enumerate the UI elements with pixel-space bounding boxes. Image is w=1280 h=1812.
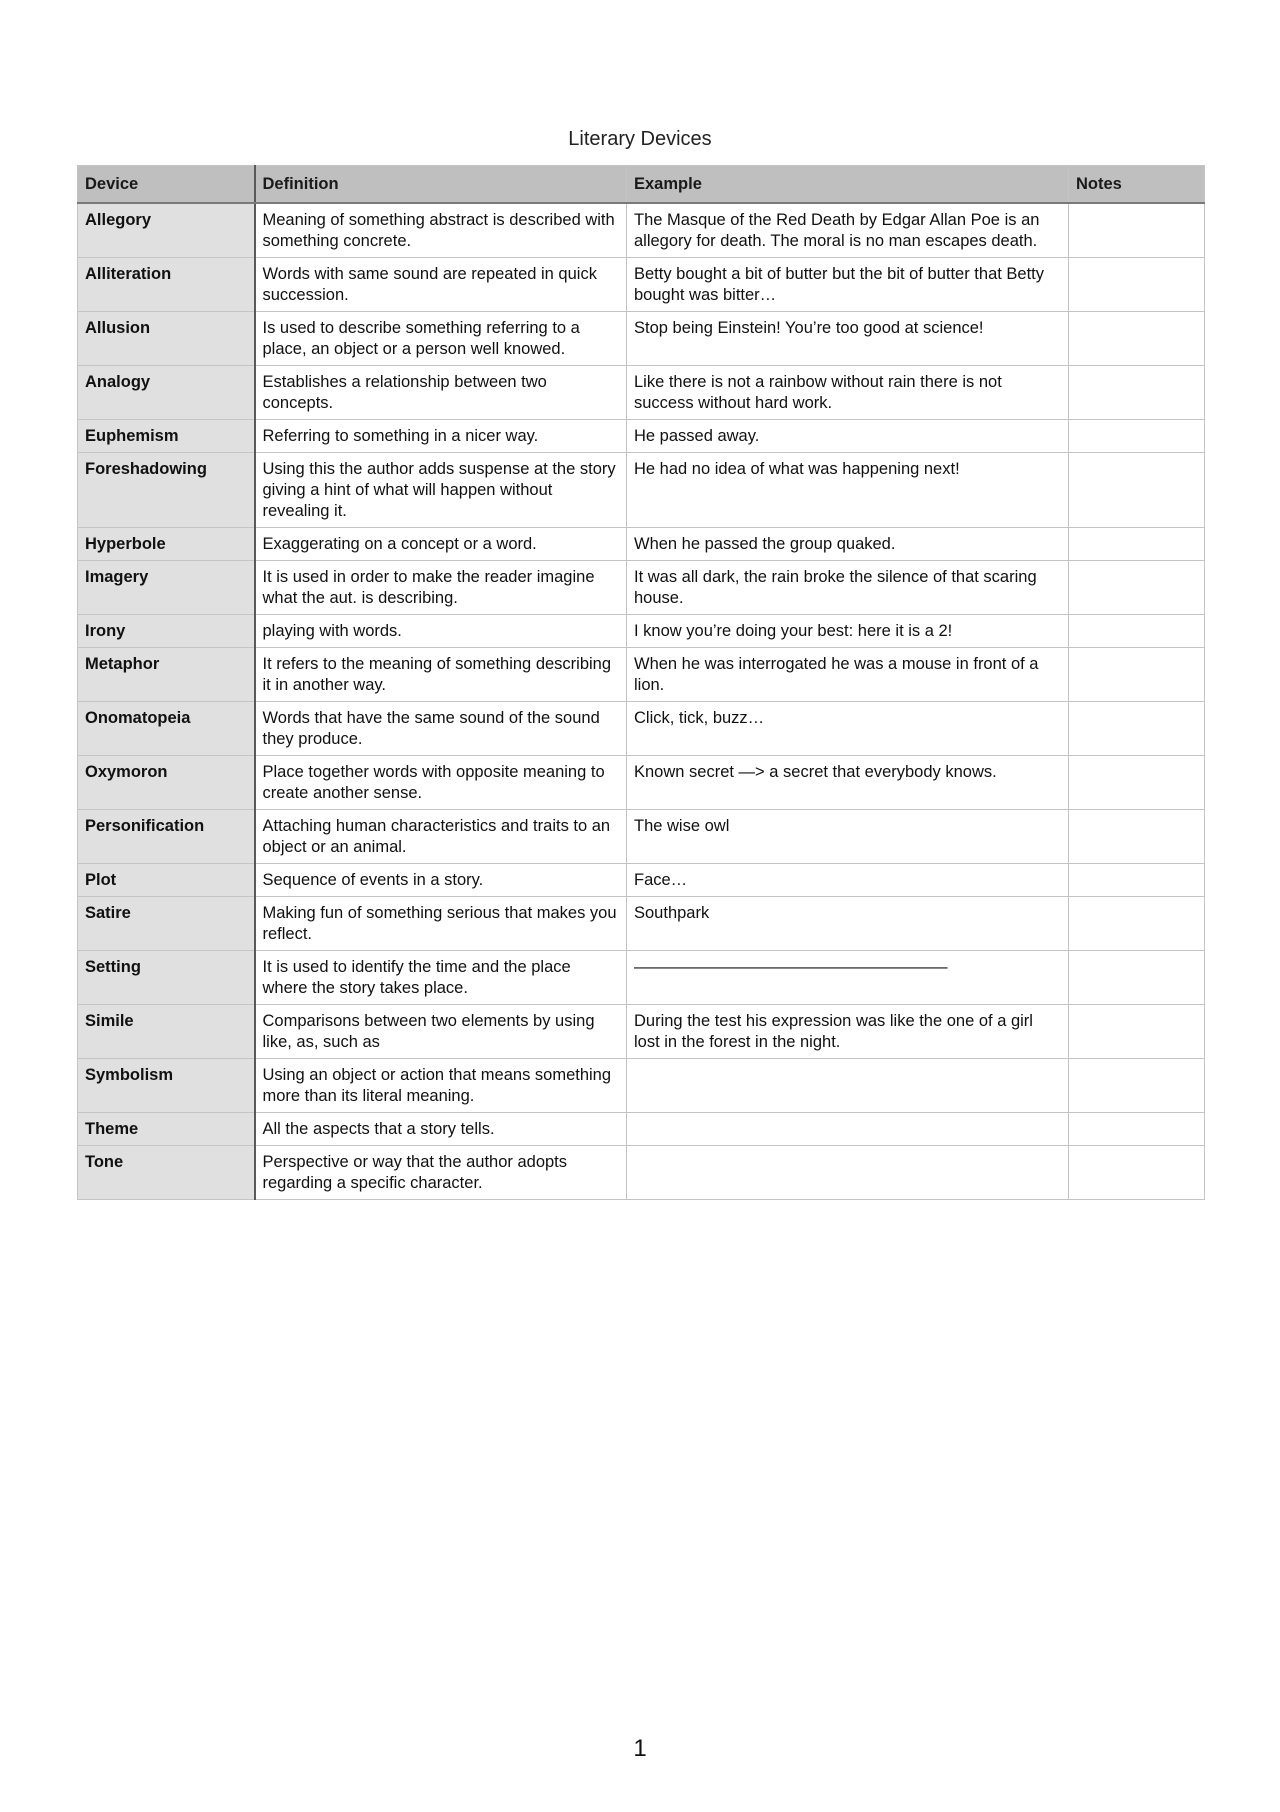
table-row bbox=[78, 864, 1205, 897]
definition-cell: It refers to the meaning of something describing it in another way. bbox=[255, 648, 627, 702]
example-cell: He had no idea of what was happening next! bbox=[627, 453, 1069, 528]
example-cell: Known secret —> a secret that everybody knows. bbox=[627, 756, 1069, 810]
header-device: Device bbox=[78, 166, 255, 204]
example-cell: Stop being Einstein! You’re too good at science! bbox=[627, 312, 1069, 366]
example-cell bbox=[627, 1146, 1069, 1200]
table-row bbox=[78, 528, 1205, 561]
notes-cell bbox=[1069, 756, 1205, 810]
table-row bbox=[78, 1059, 1205, 1113]
example-cell: When he passed the group quaked. bbox=[627, 528, 1069, 561]
device-cell: Satire bbox=[78, 897, 255, 951]
example-cell: He passed away. bbox=[627, 420, 1069, 453]
definition-cell: Is used to describe something referring to a place, an object or a person well knowed. bbox=[255, 312, 627, 366]
notes-cell bbox=[1069, 1113, 1205, 1146]
notes-cell bbox=[1069, 1146, 1205, 1200]
device-cell: Irony bbox=[78, 615, 255, 648]
table-row bbox=[78, 420, 1205, 453]
example-cell: When he was interrogated he was a mouse in front of a lion. bbox=[627, 648, 1069, 702]
device-cell: Oxymoron bbox=[78, 756, 255, 810]
table-row bbox=[78, 615, 1205, 648]
table-body bbox=[78, 203, 1205, 1200]
example-cell: Like there is not a rainbow without rain there is not success without hard work. bbox=[627, 366, 1069, 420]
notes-cell bbox=[1069, 561, 1205, 615]
example-cell: Click, tick, buzz… bbox=[627, 702, 1069, 756]
table-row bbox=[78, 897, 1205, 951]
notes-cell bbox=[1069, 258, 1205, 312]
table-row bbox=[78, 366, 1205, 420]
notes-cell bbox=[1069, 420, 1205, 453]
device-cell: Onomatopeia bbox=[78, 702, 255, 756]
example-cell: Southpark bbox=[627, 897, 1069, 951]
document-title: Literary Devices bbox=[568, 128, 712, 150]
notes-cell bbox=[1069, 897, 1205, 951]
device-cell: Tone bbox=[78, 1146, 255, 1200]
definition-cell: Establishes a relationship between two concepts. bbox=[255, 366, 627, 420]
device-cell: Alliteration bbox=[78, 258, 255, 312]
table-row bbox=[78, 702, 1205, 756]
example-cell: Betty bought a bit of butter but the bit of butter that Betty bought was bitter… bbox=[627, 258, 1069, 312]
table-row bbox=[78, 312, 1205, 366]
header-example: Example bbox=[627, 166, 1069, 204]
device-cell: Personification bbox=[78, 810, 255, 864]
table-row bbox=[78, 648, 1205, 702]
notes-cell bbox=[1069, 1059, 1205, 1113]
notes-cell bbox=[1069, 453, 1205, 528]
header-row bbox=[78, 166, 1205, 204]
definition-cell: Using this the author adds suspense at the story giving a hint of what will happen without revealing it. bbox=[255, 453, 627, 528]
device-cell: Setting bbox=[78, 951, 255, 1005]
device-cell: Analogy bbox=[78, 366, 255, 420]
table-row bbox=[78, 951, 1205, 1005]
definition-cell: All the aspects that a story tells. bbox=[255, 1113, 627, 1146]
definition-cell: Using an object or action that means something more than its literal meaning. bbox=[255, 1059, 627, 1113]
table-row bbox=[78, 1113, 1205, 1146]
notes-cell bbox=[1069, 702, 1205, 756]
device-cell: Allegory bbox=[78, 203, 255, 258]
device-cell: Theme bbox=[78, 1113, 255, 1146]
notes-cell bbox=[1069, 810, 1205, 864]
example-cell bbox=[627, 1113, 1069, 1146]
literary-devices-table bbox=[77, 165, 1205, 1200]
header-notes: Notes bbox=[1069, 166, 1205, 204]
notes-cell bbox=[1069, 648, 1205, 702]
device-cell: Allusion bbox=[78, 312, 255, 366]
definition-cell: Referring to something in a nicer way. bbox=[255, 420, 627, 453]
device-cell: Euphemism bbox=[78, 420, 255, 453]
device-cell: Simile bbox=[78, 1005, 255, 1059]
table-row bbox=[78, 1005, 1205, 1059]
table-row bbox=[78, 756, 1205, 810]
example-cell: The Masque of the Red Death by Edgar Allan Poe is an allegory for death. The moral is no man escapes death. bbox=[627, 203, 1069, 258]
definition-cell: It is used in order to make the reader imagine what the aut. is describing. bbox=[255, 561, 627, 615]
notes-cell bbox=[1069, 951, 1205, 1005]
device-cell: Imagery bbox=[78, 561, 255, 615]
definition-cell: Sequence of events in a story. bbox=[255, 864, 627, 897]
definition-cell: Perspective or way that the author adopts regarding a specific character. bbox=[255, 1146, 627, 1200]
definition-cell: Exaggerating on a concept or a word. bbox=[255, 528, 627, 561]
device-cell: Metaphor bbox=[78, 648, 255, 702]
notes-cell bbox=[1069, 312, 1205, 366]
table-row bbox=[78, 810, 1205, 864]
table-row bbox=[78, 203, 1205, 258]
example-cell: Face… bbox=[627, 864, 1069, 897]
table-row bbox=[78, 258, 1205, 312]
example-cell: The wise owl bbox=[627, 810, 1069, 864]
example-cell bbox=[627, 1059, 1069, 1113]
table-row bbox=[78, 453, 1205, 528]
notes-cell bbox=[1069, 864, 1205, 897]
notes-cell bbox=[1069, 528, 1205, 561]
example-cell: I know you’re doing your best: here it is a 2! bbox=[627, 615, 1069, 648]
definition-cell: It is used to identify the time and the place where the story takes place. bbox=[255, 951, 627, 1005]
table-row bbox=[78, 561, 1205, 615]
table-row bbox=[78, 1146, 1205, 1200]
definition-cell: Meaning of something abstract is described with something concrete. bbox=[255, 203, 627, 258]
header-definition: Definition bbox=[255, 166, 627, 204]
example-cell: During the test his expression was like the one of a girl lost in the forest in the night. bbox=[627, 1005, 1069, 1059]
definition-cell: Comparisons between two elements by using like, as, such as bbox=[255, 1005, 627, 1059]
definition-cell: Attaching human characteristics and traits to an object or an animal. bbox=[255, 810, 627, 864]
notes-cell bbox=[1069, 203, 1205, 258]
device-cell: Foreshadowing bbox=[78, 453, 255, 528]
definition-cell: playing with words. bbox=[255, 615, 627, 648]
example-cell: ——————————————————— bbox=[627, 951, 1069, 1005]
definition-cell: Making fun of something serious that makes you reflect. bbox=[255, 897, 627, 951]
definition-cell: Place together words with opposite meaning to create another sense. bbox=[255, 756, 627, 810]
definition-cell: Words that have the same sound of the sound they produce. bbox=[255, 702, 627, 756]
notes-cell bbox=[1069, 366, 1205, 420]
device-cell: Hyperbole bbox=[78, 528, 255, 561]
example-cell: It was all dark, the rain broke the silence of that scaring house. bbox=[627, 561, 1069, 615]
definition-cell: Words with same sound are repeated in quick succession. bbox=[255, 258, 627, 312]
page-number: 1 bbox=[633, 1735, 647, 1762]
device-cell: Symbolism bbox=[78, 1059, 255, 1113]
notes-cell bbox=[1069, 615, 1205, 648]
table-header bbox=[78, 166, 1205, 204]
notes-cell bbox=[1069, 1005, 1205, 1059]
literary-devices-table-wrapper bbox=[77, 165, 1204, 1200]
device-cell: Plot bbox=[78, 864, 255, 897]
